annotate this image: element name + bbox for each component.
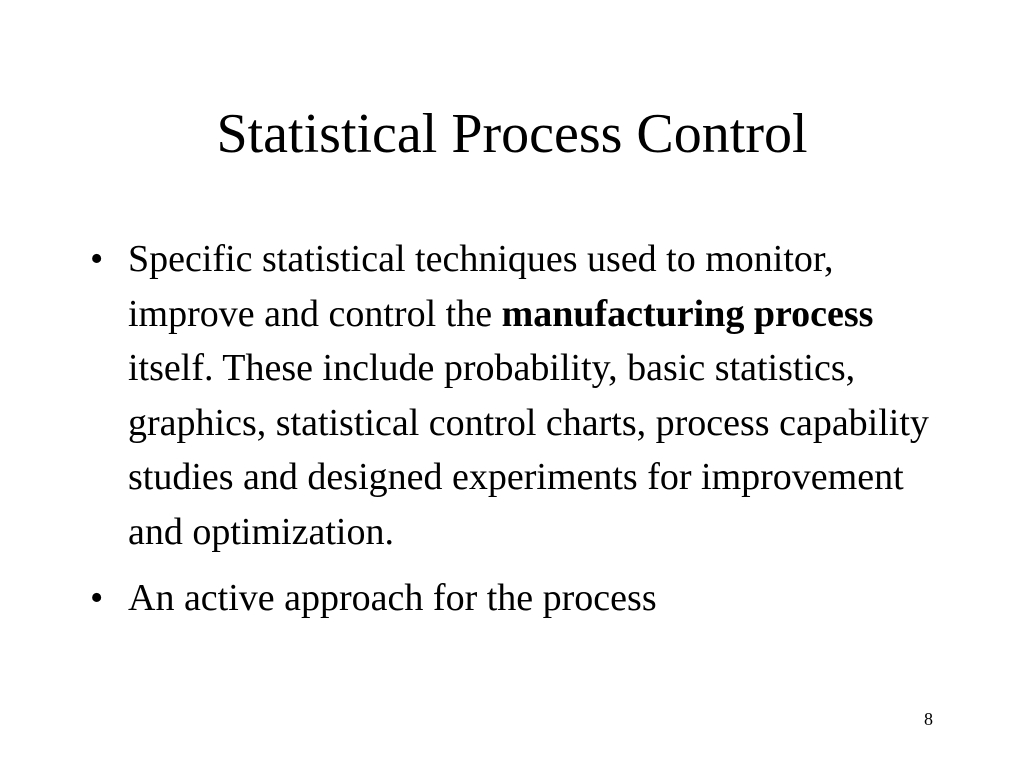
bullet-icon: • <box>90 577 104 619</box>
bullet-icon: • <box>90 238 104 280</box>
bullet-item-active-approach <box>90 571 950 626</box>
bullet-text-part: Specific statistical techniques used to monitor, improve and control the <box>128 238 834 335</box>
bullet-text-part: itself. These include probability, basic statistics, graphics, statistical control charts, process capability studies and designed experiments for improvement and optimization. <box>128 347 929 553</box>
page-number: 8 <box>924 709 933 729</box>
bullet-text: An active approach for the process <box>128 577 657 619</box>
bullet-list <box>90 232 950 626</box>
bullet-item-spc-definition <box>90 232 950 559</box>
slide-title: Statistical Process Control <box>216 103 808 165</box>
bullet-bold-text: manufacturing process <box>501 292 874 335</box>
